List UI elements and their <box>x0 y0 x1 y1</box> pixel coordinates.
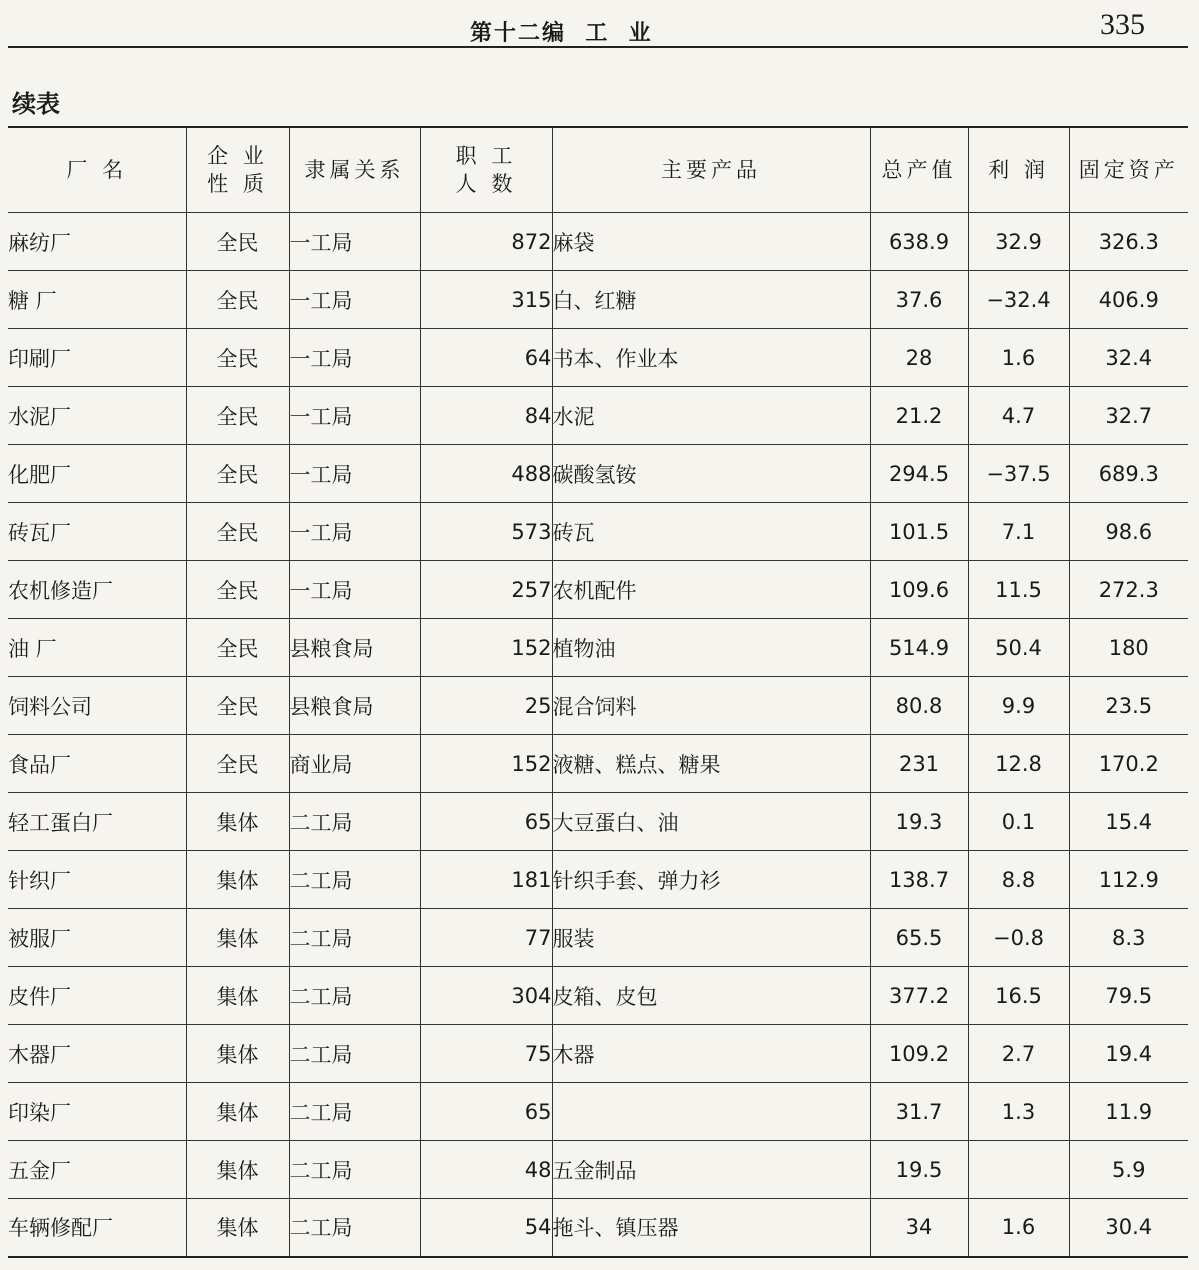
cell-output-value: 31.7 <box>870 1083 968 1141</box>
cell-affiliation: 一工局 <box>289 329 420 387</box>
cell-products: 混合饲料 <box>552 677 870 735</box>
cell-nature: 全民 <box>186 735 289 793</box>
cell-fixed-assets: 98.6 <box>1069 503 1188 561</box>
col-header-profit: 利 润 <box>968 127 1069 213</box>
col-header-staff <box>420 127 552 213</box>
cell-output-value: 28 <box>870 329 968 387</box>
cell-name: 被服厂 <box>8 909 186 967</box>
cell-staff: 65 <box>420 1083 552 1141</box>
cell-output-value: 377.2 <box>870 967 968 1025</box>
cell-name: 五金厂 <box>8 1141 186 1199</box>
cell-affiliation: 商业局 <box>289 735 420 793</box>
factory-table <box>8 126 1188 1258</box>
col-header-nature-line2: 性 质 <box>207 172 268 196</box>
cell-profit: 1.6 <box>968 329 1069 387</box>
cell-staff: 77 <box>420 909 552 967</box>
header-rule <box>8 46 1188 48</box>
cell-name: 农机修造厂 <box>8 561 186 619</box>
cell-fixed-assets: 272.3 <box>1069 561 1188 619</box>
cell-profit: 16.5 <box>968 967 1069 1025</box>
cell-name: 麻纺厂 <box>8 213 186 271</box>
cell-profit: 11.5 <box>968 561 1069 619</box>
cell-output-value: 65.5 <box>870 909 968 967</box>
col-header-name: 厂 名 <box>8 127 186 213</box>
cell-products: 五金制品 <box>552 1141 870 1199</box>
cell-fixed-assets: 112.9 <box>1069 851 1188 909</box>
cell-output-value: 638.9 <box>870 213 968 271</box>
cell-fixed-assets: 15.4 <box>1069 793 1188 851</box>
table-row <box>8 851 1188 909</box>
cell-output-value: 34 <box>870 1199 968 1257</box>
table-row <box>8 909 1188 967</box>
cell-staff: 48 <box>420 1141 552 1199</box>
cell-output-value: 294.5 <box>870 445 968 503</box>
cell-profit: −0.8 <box>968 909 1069 967</box>
table-row <box>8 387 1188 445</box>
cell-affiliation: 二工局 <box>289 1199 420 1257</box>
cell-fixed-assets: 11.9 <box>1069 1083 1188 1141</box>
continued-label: 续表 <box>12 90 60 118</box>
cell-fixed-assets: 689.3 <box>1069 445 1188 503</box>
cell-name: 车辆修配厂 <box>8 1199 186 1257</box>
table-body <box>8 213 1188 1257</box>
cell-profit: 32.9 <box>968 213 1069 271</box>
cell-staff: 488 <box>420 445 552 503</box>
running-head <box>0 8 1199 48</box>
table-row <box>8 213 1188 271</box>
cell-output-value: 19.3 <box>870 793 968 851</box>
page-number: 335 <box>1100 8 1145 41</box>
cell-staff: 872 <box>420 213 552 271</box>
cell-fixed-assets: 30.4 <box>1105 1215 1153 1240</box>
cell-affiliation: 一工局 <box>289 271 420 329</box>
cell-nature: 全民 <box>186 561 289 619</box>
cell-profit: 8.8 <box>968 851 1069 909</box>
cell-profit: −37.5 <box>968 445 1069 503</box>
table-row <box>8 677 1188 735</box>
cell-products: 服装 <box>552 909 870 967</box>
table-row <box>8 1083 1188 1141</box>
cell-profit: 1.3 <box>968 1083 1069 1141</box>
cell-products <box>552 1083 870 1141</box>
cell-affiliation: 二工局 <box>289 1083 420 1141</box>
cell-name: 木器厂 <box>8 1025 186 1083</box>
table-row <box>8 503 1188 561</box>
cell-name: 饲料公司 <box>8 677 186 735</box>
cell-affiliation: 二工局 <box>289 793 420 851</box>
cell-output-value: 514.9 <box>870 619 968 677</box>
cell-products: 皮箱、皮包 <box>552 967 870 1025</box>
cell-staff: 65 <box>420 793 552 851</box>
cell-nature: 集体 <box>186 1199 289 1257</box>
cell-profit: 1.6 <box>968 1199 1069 1257</box>
cell-profit: 12.8 <box>968 735 1069 793</box>
cell-output-value: 109.2 <box>870 1025 968 1083</box>
cell-affiliation: 一工局 <box>289 213 420 271</box>
cell-name: 印染厂 <box>8 1083 186 1141</box>
cell-affiliation: 二工局 <box>289 1025 420 1083</box>
cell-nature: 全民 <box>186 445 289 503</box>
cell-name: 水泥厂 <box>8 387 186 445</box>
cell-staff: 181 <box>420 851 552 909</box>
cell-affiliation: 二工局 <box>289 851 420 909</box>
table-row <box>8 1141 1188 1199</box>
cell-products: 针织手套、弹力衫 <box>552 851 870 909</box>
cell-fixed-assets: 32.4 <box>1069 329 1188 387</box>
cell-nature: 全民 <box>186 271 289 329</box>
cell-output-value: 37.6 <box>870 271 968 329</box>
cell-fixed-assets: 19.4 <box>1069 1025 1188 1083</box>
cell-affiliation: 一工局 <box>289 503 420 561</box>
cell-output-value: 109.6 <box>870 561 968 619</box>
cell-affiliation: 县粮食局 <box>289 619 420 677</box>
cell-affiliation: 县粮食局 <box>289 677 420 735</box>
cell-products: 白、红糖 <box>552 271 870 329</box>
cell-affiliation: 一工局 <box>289 445 420 503</box>
cell-products: 砖瓦 <box>552 503 870 561</box>
col-header-nature <box>186 127 289 213</box>
chapter-title: 第十二编 工 业 <box>470 20 653 46</box>
cell-name: 轻工蛋白厂 <box>8 793 186 851</box>
cell-staff: 75 <box>420 1025 552 1083</box>
cell-output-value: 21.2 <box>870 387 968 445</box>
cell-profit: −32.4 <box>968 271 1069 329</box>
table-row <box>8 967 1188 1025</box>
cell-name: 皮件厂 <box>8 967 186 1025</box>
col-header-fixed-assets: 固定资产 <box>1069 127 1188 213</box>
cell-staff: 304 <box>420 967 552 1025</box>
cell-nature: 集体 <box>186 967 289 1025</box>
cell-nature: 全民 <box>186 619 289 677</box>
table-row <box>8 793 1188 851</box>
cell-profit: 50.4 <box>968 619 1069 677</box>
table-row <box>8 445 1188 503</box>
table-row <box>8 271 1188 329</box>
cell-fixed-assets: 32.7 <box>1069 387 1188 445</box>
cell-affiliation: 一工局 <box>289 561 420 619</box>
cell-nature: 集体 <box>186 851 289 909</box>
cell-name: 砖瓦厂 <box>8 503 186 561</box>
cell-affiliation: 一工局 <box>289 387 420 445</box>
cell-products: 碳酸氢铵 <box>552 445 870 503</box>
cell-nature: 集体 <box>186 909 289 967</box>
cell-output-value: 101.5 <box>870 503 968 561</box>
cell-products: 书本、作业本 <box>552 329 870 387</box>
cell-profit: 0.1 <box>968 793 1069 851</box>
cell-products: 拖斗、镇压器 <box>552 1199 870 1257</box>
table-row <box>8 619 1188 677</box>
cell-fixed-assets: 170.2 <box>1069 735 1188 793</box>
cell-name: 糖 厂 <box>8 271 186 329</box>
col-header-output-value: 总产值 <box>870 127 968 213</box>
cell-fixed-assets: 180 <box>1069 619 1188 677</box>
cell-nature: 集体 <box>186 793 289 851</box>
cell-staff: 84 <box>420 387 552 445</box>
cell-output-value: 19.5 <box>870 1141 968 1199</box>
cell-affiliation: 二工局 <box>289 967 420 1025</box>
cell-staff: 315 <box>420 271 552 329</box>
cell-nature: 集体 <box>186 1025 289 1083</box>
cell-fixed-assets: 23.5 <box>1069 677 1188 735</box>
cell-staff: 54 <box>420 1199 552 1257</box>
cell-profit <box>968 1141 1069 1199</box>
cell-name: 食品厂 <box>8 735 186 793</box>
cell-nature: 全民 <box>186 329 289 387</box>
cell-affiliation: 二工局 <box>289 909 420 967</box>
table-header-row <box>8 127 1188 213</box>
cell-fixed-assets: 8.3 <box>1069 909 1188 967</box>
cell-nature: 全民 <box>186 387 289 445</box>
cell-nature: 全民 <box>186 213 289 271</box>
cell-fixed-assets: 406.9 <box>1069 271 1188 329</box>
cell-fixed-assets: 79.5 <box>1069 967 1188 1025</box>
cell-products: 木器 <box>552 1025 870 1083</box>
cell-products: 大豆蛋白、油 <box>552 793 870 851</box>
cell-staff: 64 <box>420 329 552 387</box>
cell-staff: 152 <box>420 735 552 793</box>
table-row <box>8 735 1188 793</box>
table-row <box>8 561 1188 619</box>
cell-profit: 4.7 <box>968 387 1069 445</box>
col-header-staff-line2: 人 数 <box>455 172 517 196</box>
cell-staff: 573 <box>420 503 552 561</box>
cell-profit: 2.7 <box>968 1025 1069 1083</box>
cell-profit: 9.9 <box>968 677 1069 735</box>
table-row <box>8 1199 1188 1257</box>
col-header-staff-line1: 职 工 <box>455 144 517 168</box>
cell-products: 液糖、糕点、糖果 <box>552 735 870 793</box>
cell-products: 麻袋 <box>552 213 870 271</box>
cell-output-value: 138.7 <box>870 851 968 909</box>
cell-profit: 7.1 <box>968 503 1069 561</box>
cell-nature: 全民 <box>186 677 289 735</box>
cell-staff: 25 <box>420 677 552 735</box>
cell-nature: 集体 <box>186 1141 289 1199</box>
cell-products: 植物油 <box>552 619 870 677</box>
cell-products: 农机配件 <box>552 561 870 619</box>
cell-name: 化肥厂 <box>8 445 186 503</box>
cell-staff: 152 <box>420 619 552 677</box>
cell-products: 水泥 <box>552 387 870 445</box>
cell-name: 油 厂 <box>8 619 186 677</box>
table-row <box>8 329 1188 387</box>
col-header-affiliation: 隶属关系 <box>289 127 420 213</box>
cell-output-value: 231 <box>870 735 968 793</box>
cell-name: 针织厂 <box>8 851 186 909</box>
col-header-products: 主要产品 <box>552 127 870 213</box>
col-header-nature-line1: 企 业 <box>207 144 268 168</box>
cell-name: 印刷厂 <box>8 329 186 387</box>
table-row <box>8 1025 1188 1083</box>
cell-fixed-assets: 326.3 <box>1069 213 1188 271</box>
cell-fixed-assets: 5.9 <box>1069 1141 1188 1199</box>
cell-staff: 257 <box>420 561 552 619</box>
cell-output-value: 80.8 <box>870 677 968 735</box>
cell-affiliation: 二工局 <box>289 1141 420 1199</box>
cell-nature: 集体 <box>186 1083 289 1141</box>
cell-nature: 全民 <box>186 503 289 561</box>
